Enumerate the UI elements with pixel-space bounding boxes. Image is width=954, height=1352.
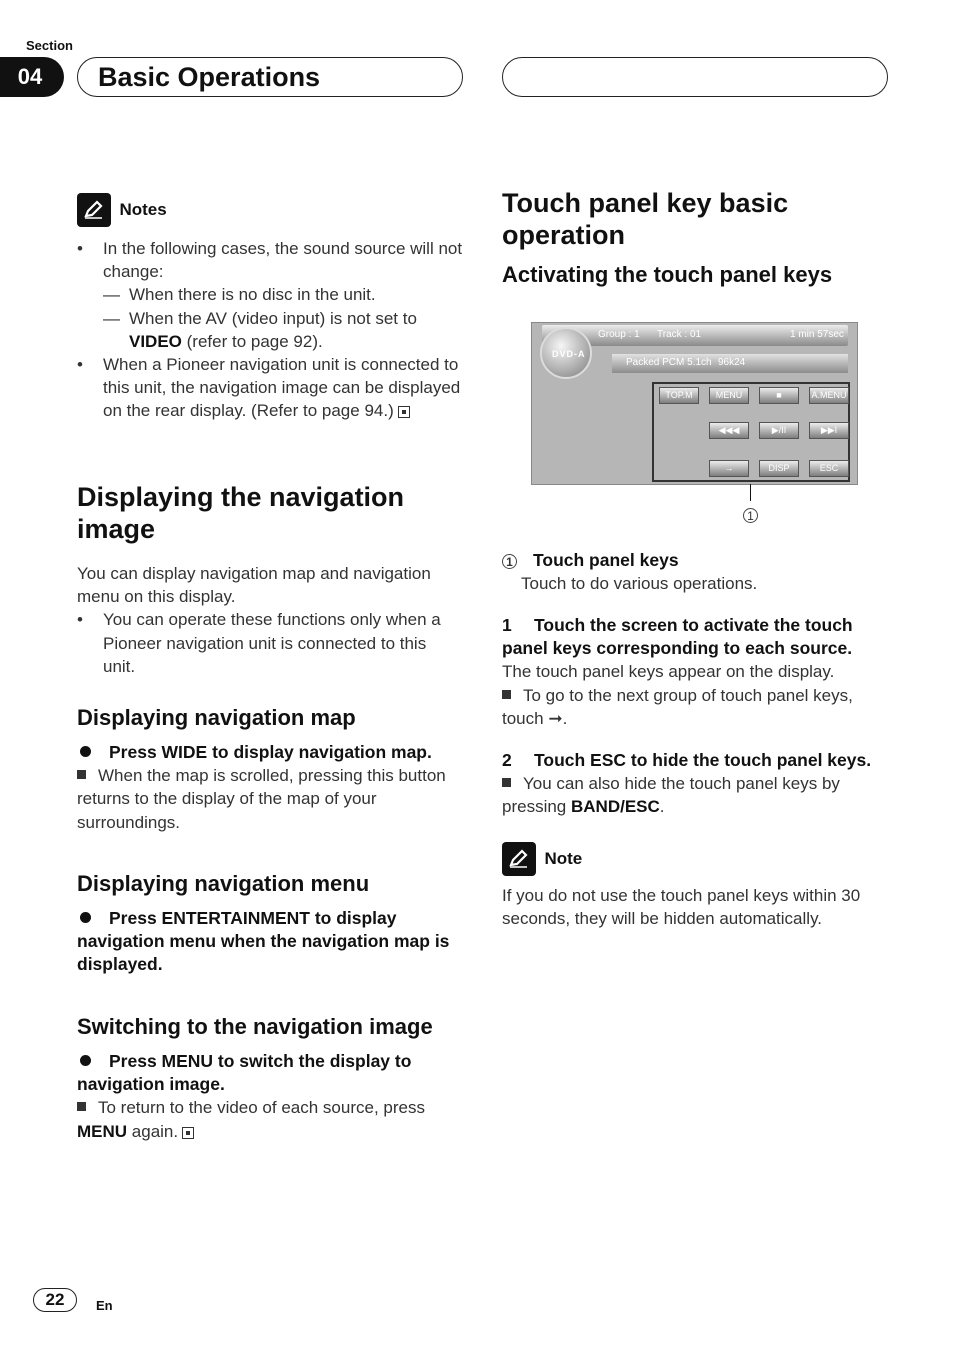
end-mark-icon: [398, 406, 410, 418]
step1-note-end: .: [562, 708, 568, 728]
step-dot-icon: [80, 746, 91, 757]
nav-map-title: Displaying navigation map: [77, 705, 356, 730]
step2-note-text: You can also hide the touch panel keys by pressing: [502, 774, 840, 817]
switch-nav-step-text: Press MENU to switch the display to navigation image.: [77, 1051, 412, 1095]
band-esc-keyword: BAND/ESC: [570, 797, 660, 817]
notes-title: Notes: [119, 200, 167, 219]
nav-image-intro: You can display navigation map and navigation menu on this display.: [77, 564, 431, 607]
switch-nav-step: [77, 1050, 463, 1096]
callout-line: [750, 484, 751, 501]
dvd-audio-logo-text: DVD-A: [552, 349, 586, 359]
step1-note-text: To go to the next group of touch panel keys, touch: [502, 685, 853, 728]
screen-format: Packed PCM 5.1ch: [626, 357, 712, 368]
screen-rate: 96k24: [718, 357, 746, 368]
step2-note-end: .: [659, 797, 665, 817]
key-play-pause[interactable]: ▶/II: [759, 422, 799, 439]
nav-map-section: [77, 704, 463, 834]
note-text: If you do not use the touch panel keys within 30 seconds, they will be hidden automatically.: [502, 886, 861, 929]
step1-text: Touch the screen to activate the touch panel keys corresponding to each source.: [502, 615, 853, 659]
step1-heading: [502, 614, 892, 660]
nav-map-note-text: When the map is scrolled, pressing this button returns to the display of the map of your surroundings.: [77, 766, 446, 832]
notes-item-2: [77, 353, 463, 423]
step2-block: [502, 749, 892, 819]
display-screenshot: [531, 322, 858, 485]
step2-heading: [502, 749, 892, 772]
nav-image-bullet: • You can operate these functions only when a Pioneer navigation unit is connected to this unit.: [77, 608, 463, 678]
section-title-pill: [77, 57, 463, 97]
touch-panel-subtitle: Activating the touch panel keys: [502, 262, 833, 287]
language-label: En: [96, 1298, 113, 1313]
key-stop[interactable]: ■: [759, 387, 799, 404]
legend-block: [502, 549, 892, 595]
nav-map-step: [77, 741, 463, 764]
legend-title-row: [502, 549, 892, 572]
notes-item-1: • In the following cases, the sound source will not change:: [77, 237, 463, 283]
legend-title: Touch panel keys: [533, 550, 679, 570]
nav-menu-section: [77, 870, 463, 977]
step-dot-icon: [80, 1055, 91, 1066]
pencil-note-icon: [77, 193, 111, 227]
step1-number: 1: [502, 615, 512, 635]
key-next[interactable]: ▶▶I: [809, 422, 849, 439]
key-audio-menu[interactable]: A.MENU: [809, 387, 849, 404]
dvd-audio-logo-icon: [540, 327, 592, 379]
note-title: Note: [544, 849, 583, 868]
switch-nav-title: Switching to the navigation image: [77, 1014, 433, 1039]
end-mark-icon: [182, 1127, 194, 1139]
section-label: Section: [26, 38, 73, 53]
legend-number-circle: 1: [502, 554, 517, 569]
key-menu[interactable]: MENU: [709, 387, 749, 404]
key-top-menu[interactable]: TOP.M: [659, 387, 699, 404]
nav-map-step-text: Press WIDE to display navigation map.: [109, 742, 432, 762]
key-next-group[interactable]: →: [709, 460, 749, 477]
header-blank-pill: [502, 57, 888, 97]
touch-panel-title: Touch panel key basic operation: [502, 188, 789, 250]
step2-note: [502, 772, 892, 818]
nav-image-section: [77, 481, 463, 678]
callout-number: [743, 507, 758, 525]
screen-time: 1 min 57sec: [790, 329, 844, 340]
key-display[interactable]: DISP: [759, 460, 799, 477]
step1-note: [502, 684, 892, 730]
section-number-badge: 04: [0, 57, 64, 97]
step2-number: 2: [502, 750, 512, 770]
nav-image-title: Displaying the navigation image: [77, 482, 405, 544]
notes-block: [77, 193, 463, 423]
square-bullet-icon: [502, 690, 511, 699]
nav-menu-step: [77, 907, 463, 977]
switch-nav-note-text: To return to the video of each source, press: [98, 1098, 425, 1118]
nav-map-note: [77, 764, 463, 834]
notes-dash-2-ref: (refer to page 92).: [181, 331, 323, 351]
key-previous[interactable]: ◀◀◀: [709, 422, 749, 439]
square-bullet-icon: [77, 1102, 86, 1111]
arrow-right-icon: ➞: [548, 708, 563, 728]
step-dot-icon: [80, 912, 91, 923]
notes-dash-1: — When there is no disc in the unit.: [77, 283, 463, 306]
key-escape[interactable]: ESC: [809, 460, 849, 477]
square-bullet-icon: [77, 770, 86, 779]
step1-desc: The touch panel keys appear on the display.: [502, 662, 835, 682]
step2-text: Touch ESC to hide the touch panel keys.: [534, 750, 872, 770]
notes-dash-2-text: When the AV (video input) is not set to: [129, 308, 417, 328]
switch-nav-note: [77, 1096, 463, 1142]
screen-format-bar: [612, 354, 848, 373]
switch-nav-section: [77, 1013, 463, 1143]
pencil-note-icon: [502, 842, 536, 876]
screen-track: Track : 01: [657, 329, 702, 340]
page-number: 22: [33, 1288, 77, 1312]
section-title: Basic Operations: [98, 62, 321, 92]
step1-block: [502, 614, 892, 730]
notes-item-2-text: When a Pioneer navigation unit is connected to this unit, the navigation image can be displayed on the rear display. (Refer to page 94.): [103, 355, 461, 421]
note-block: [502, 842, 892, 930]
callout-number-circle: 1: [743, 508, 758, 523]
menu-keyword: MENU: [77, 1121, 128, 1141]
nav-menu-step-text: Press ENTERTAINMENT to display navigation menu when the navigation map is displayed.: [77, 908, 450, 975]
switch-nav-note-end: again.: [127, 1121, 179, 1141]
square-bullet-icon: [502, 778, 511, 787]
screen-group: Group : 1: [598, 329, 640, 340]
nav-menu-title: Displaying navigation menu: [77, 871, 370, 896]
touch-panel-keys-area: [652, 382, 850, 482]
notes-dash-2: [77, 307, 463, 353]
video-keyword: VIDEO: [129, 331, 182, 351]
touch-panel-section: [502, 187, 892, 289]
legend-desc: Touch to do various operations.: [521, 574, 758, 594]
